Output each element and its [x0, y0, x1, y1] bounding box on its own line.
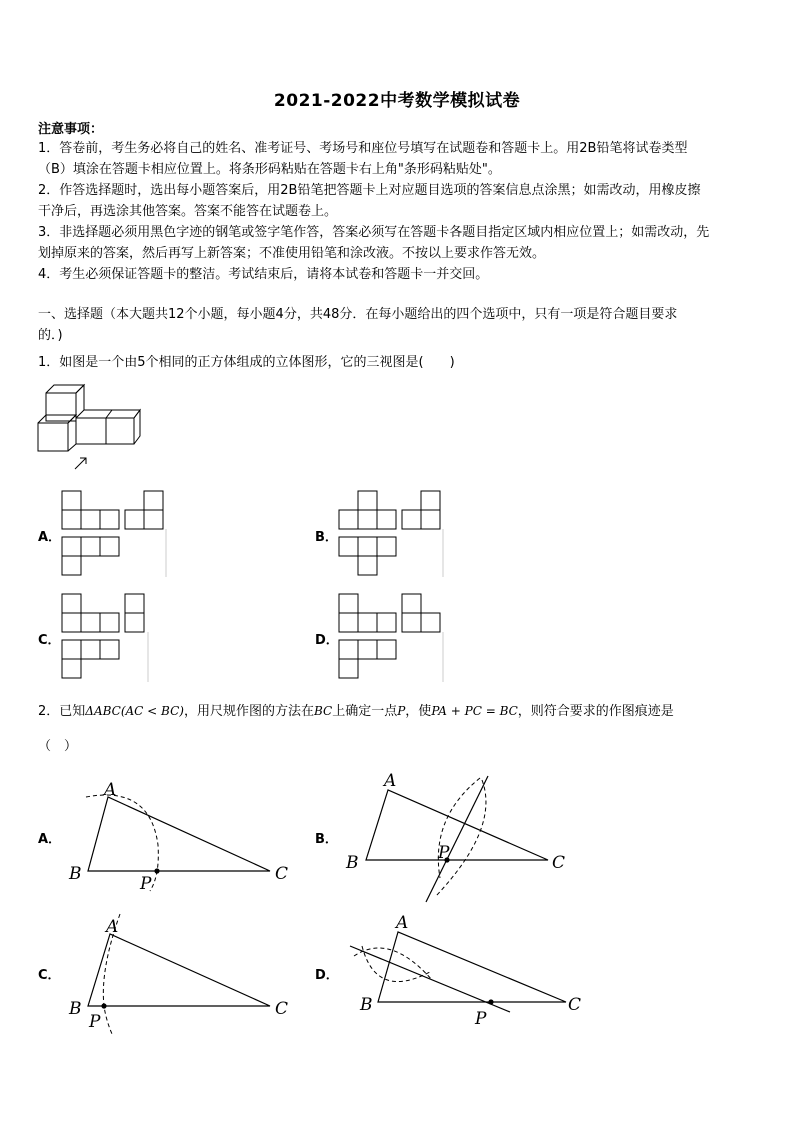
q1-option-d-label[interactable]: D．: [315, 633, 339, 648]
question-2-paren: （ ）: [38, 739, 78, 754]
q1-option-a-label[interactable]: A．: [38, 530, 62, 545]
notice-line: 1．答卷前，考生务必将自己的姓名、准考证号、考场号和座位号填写在试题卷和答题卡上。用2B铅笔将试卷类型: [38, 141, 688, 156]
page-title: 2021-2022中考数学模拟试卷: [273, 91, 521, 111]
section-heading: 一、选择题（本大题共12个小题，每小题4分，共48分．在每小题给出的四个选项中，只有一项是符合题目要求: [38, 307, 678, 322]
label-p: P: [475, 1009, 487, 1029]
label-b: B: [69, 864, 82, 884]
label-b: B: [69, 999, 82, 1019]
label-p: P: [89, 1012, 101, 1032]
q2-option-b-figure: [340, 768, 580, 904]
q1-option-d-views: [335, 590, 447, 682]
q2-option-b-label[interactable]: B．: [315, 832, 338, 847]
label-a: A: [104, 780, 117, 800]
question-2-text: 2．已知ΔABC(AC < BC)，用尺规作图的方法在BC上确定一点P，使PA + PC = BC，则符合要求的作图痕迹是: [38, 704, 674, 719]
q1-option-c-label[interactable]: C．: [38, 633, 61, 648]
label-a: A: [106, 917, 119, 937]
notice-heading: 注意事项：: [38, 122, 104, 137]
label-a: A: [396, 913, 409, 933]
notice-line: 3．非选择题必须用黑色字迹的钢笔或签字笔作答，答案必须写在答题卡各题目指定区域内相应位置上；如需改动，先: [38, 225, 710, 240]
question-1-text: 1．如图是一个由5个相同的正方体组成的立体图形，它的三视图是( ): [38, 355, 455, 370]
q2-option-d-figure: [340, 906, 590, 1032]
q2-option-d-label[interactable]: D．: [315, 968, 339, 983]
label-c: C: [275, 999, 289, 1019]
q1-option-b-views: [335, 487, 447, 577]
notice-line: 划掉原来的答案，然后再写上新答案；不准使用铅笔和涂改液。不按以上要求作答无效。: [38, 246, 546, 261]
label-c: C: [552, 853, 566, 873]
notice-line: 干净后，再选涂其他答案。答案不能答在试题卷上。: [38, 204, 338, 219]
notice-line: 2．作答选择题时，选出每小题答案后，用2B铅笔把答题卡上对应题目选项的答案信息点涂黑；如需改动，用橡皮擦: [38, 183, 701, 198]
label-p: P: [438, 843, 450, 863]
label-c: C: [275, 864, 289, 884]
q1-solid-figure: [36, 380, 142, 475]
q2-option-c-label[interactable]: C．: [38, 968, 61, 983]
label-b: B: [360, 995, 373, 1015]
q2-option-a-label[interactable]: A．: [38, 832, 62, 847]
label-a: A: [384, 771, 397, 791]
label-p: P: [140, 874, 152, 894]
label-b: B: [346, 853, 359, 873]
q2-option-c-figure: [60, 910, 300, 1035]
q2-option-a-figure: [60, 775, 300, 895]
q1-option-b-label[interactable]: B．: [315, 530, 338, 545]
label-c: C: [568, 995, 582, 1015]
q1-option-c-views: [58, 590, 170, 682]
section-heading-cont: 的．): [38, 328, 63, 343]
notice-line: 4．考生必须保证答题卡的整洁。考试结束后，请将本试卷和答题卡一并交回。: [38, 267, 489, 282]
q1-option-a-views: [58, 487, 170, 577]
notice-line: （B）填涂在答题卡相应位置上。将条形码粘贴在答题卡右上角"条形码粘贴处"。: [38, 162, 501, 177]
